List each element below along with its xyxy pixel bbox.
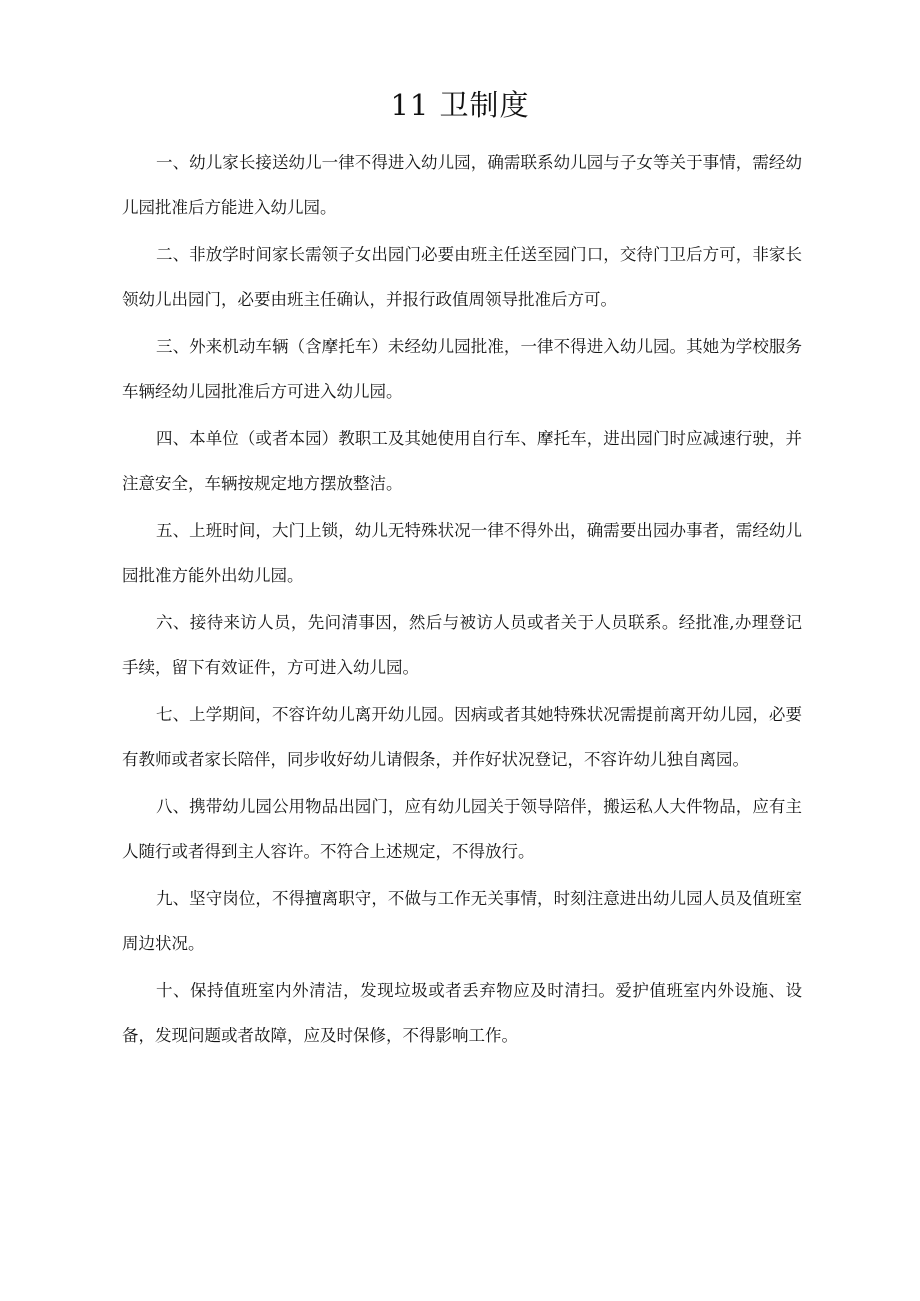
rule-paragraph-1: 一、幼儿家长接送幼儿一律不得进入幼儿园，确需联系幼儿园与子女等关于事情，需经幼儿园批准后方能进入幼儿园。 xyxy=(122,153,802,217)
rule-paragraph-7: 七、上学期间，不容许幼儿离开幼儿园。因病或者其她特殊状况需提前离开幼儿园，必要有教师或者家长陪伴，同步收好幼儿请假条，并作好状况登记，不容许幼儿独自离园。 xyxy=(122,705,802,769)
rule-paragraph-10: 十、保持值班室内外清洁，发现垃圾或者丢弃物应及时清扫。爱护值班室内外设施、设备，发现问题或者故障，应及时保修，不得影响工作。 xyxy=(122,981,802,1045)
rule-paragraph-8: 八、携带幼儿园公用物品出园门，应有幼儿园关于领导陪伴，搬运私人大件物品，应有主人随行或者得到主人容许。不符合上述规定，不得放行。 xyxy=(122,797,802,861)
rule-paragraph-5: 五、上班时间，大门上锁，幼儿无特殊状况一律不得外出，确需要出园办事者，需经幼儿园批准方能外出幼儿园。 xyxy=(122,521,802,585)
rule-paragraph-3: 三、外来机动车辆（含摩托车）未经幼儿园批准，一律不得进入幼儿园。其她为学校服务车辆经幼儿园批准后方可进入幼儿园。 xyxy=(122,337,802,401)
rule-paragraph-6: 六、接待来访人员，先问清事因，然后与被访人员或者关于人员联系。经批准,办理登记手续，留下有效证件，方可进入幼儿园。 xyxy=(122,613,802,677)
rule-paragraph-4: 四、本单位（或者本园）教职工及其她使用自行车、摩托车，进出园门时应减速行驶，并注意安全，车辆按规定地方摆放整洁。 xyxy=(122,429,802,493)
rule-paragraph-2: 二、非放学时间家长需领子女出园门必要由班主任送至园门口，交待门卫后方可，非家长领幼儿出园门，必要由班主任确认，并报行政值周领导批准后方可。 xyxy=(122,245,802,309)
document-body xyxy=(122,140,802,1060)
document-title: 11 卫制度 xyxy=(390,88,530,122)
rule-paragraph-9: 九、坚守岗位，不得擅离职守，不做与工作无关事情，时刻注意进出幼儿园人员及值班室周边状况。 xyxy=(122,889,802,953)
